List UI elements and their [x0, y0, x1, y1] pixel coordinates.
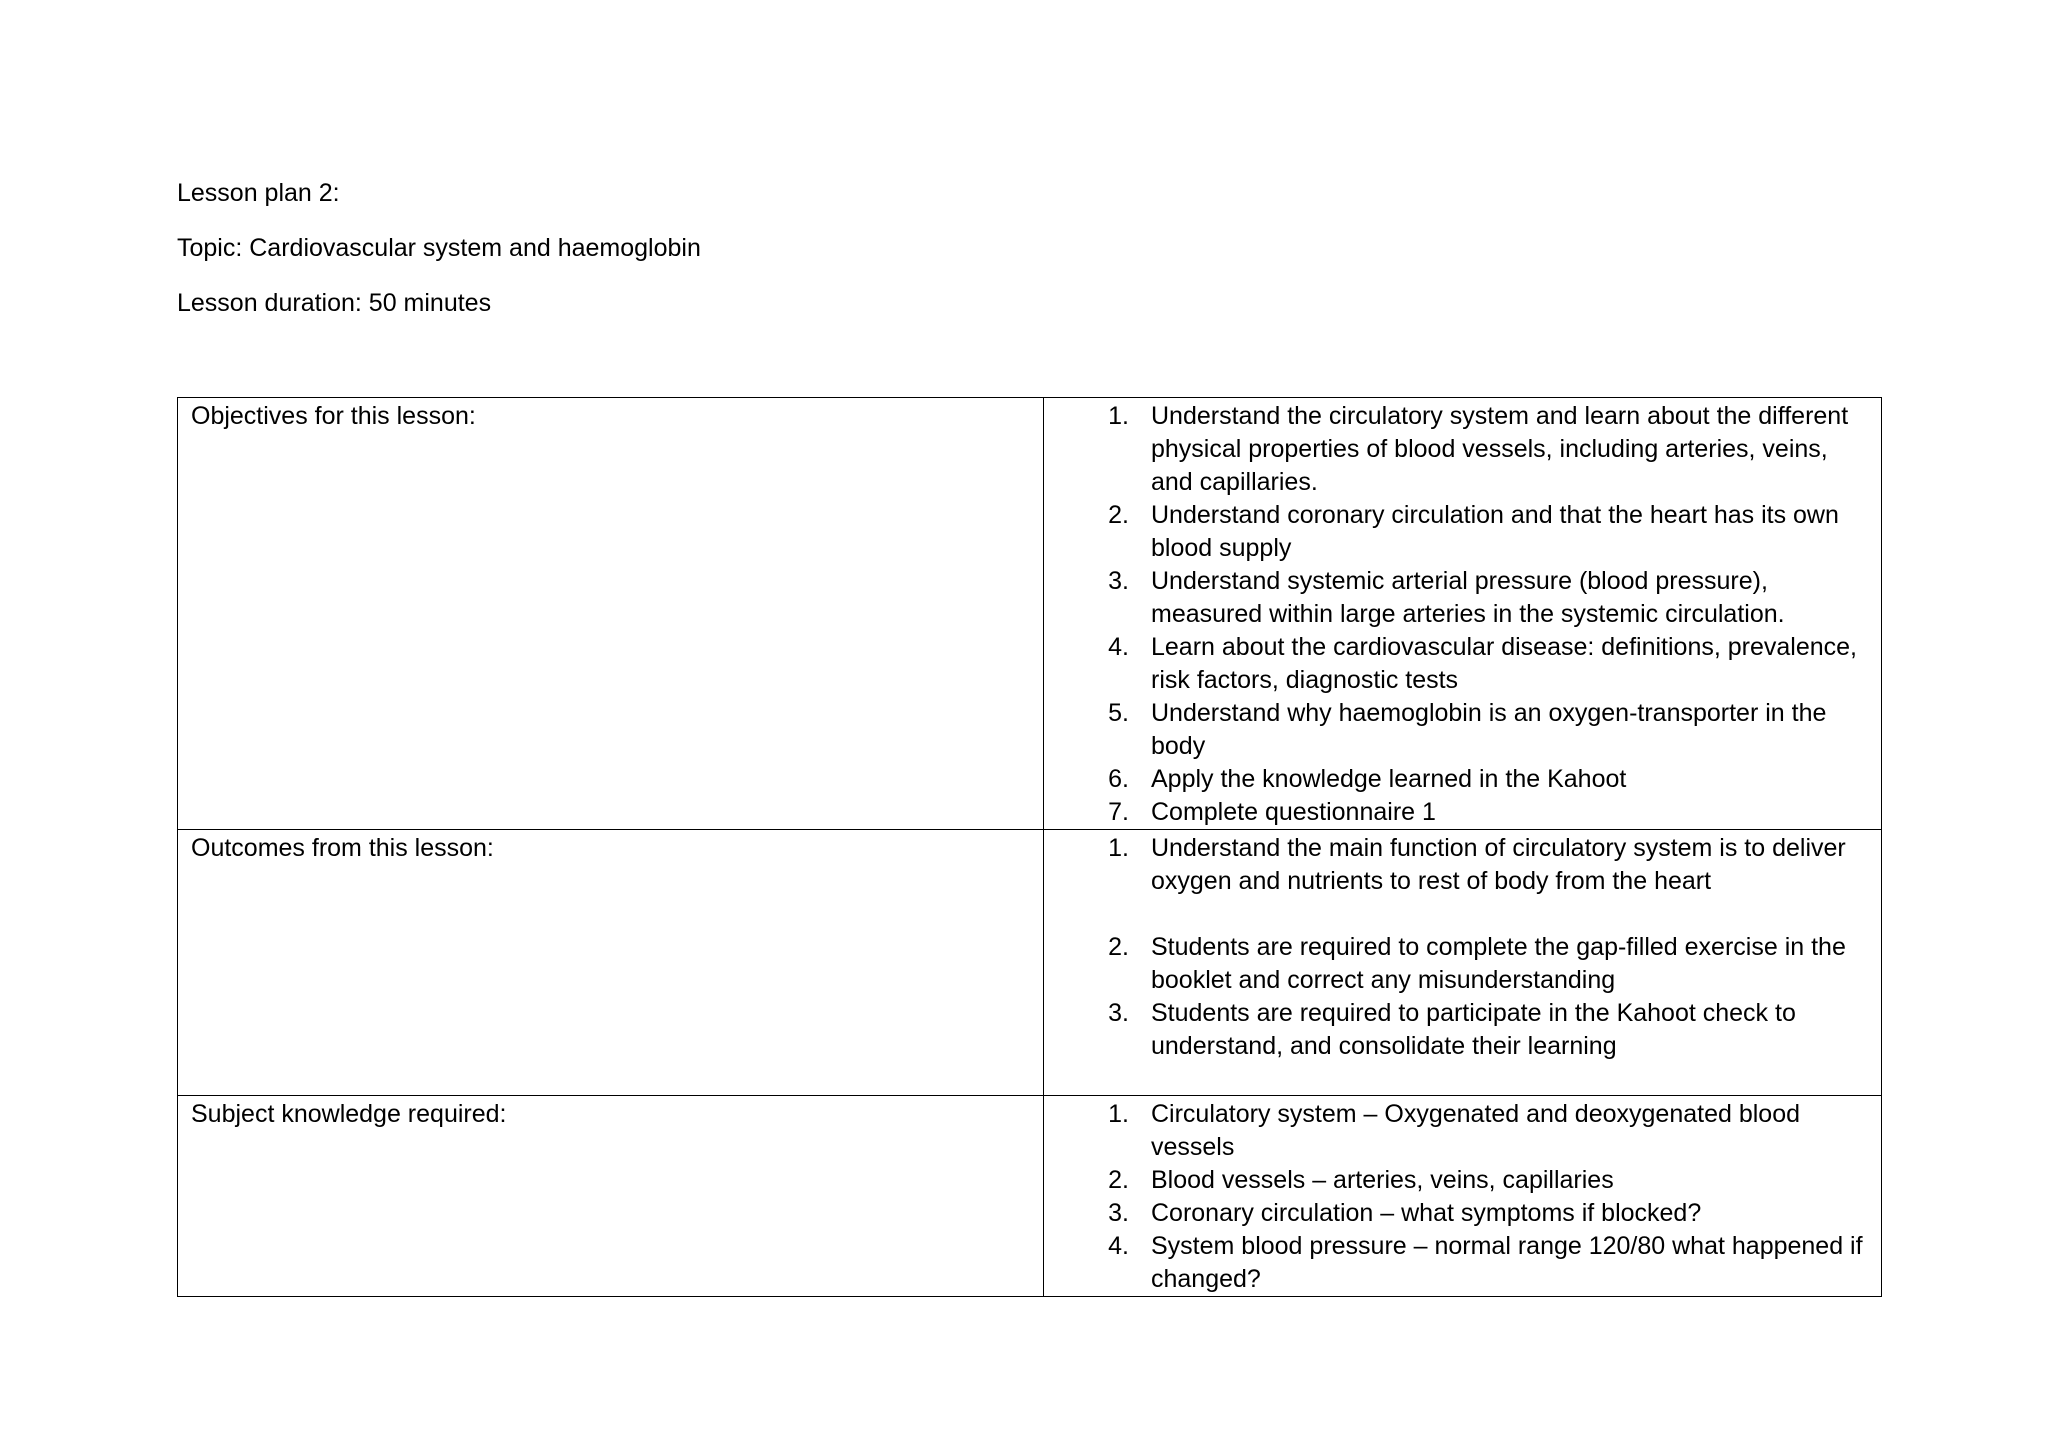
knowledge-label: Subject knowledge required: — [178, 1096, 1044, 1297]
item-text: Understand why haemoglobin is an oxygen-transporter in the body — [1151, 699, 1827, 760]
knowledge-row — [178, 1096, 1882, 1297]
item-number: 2. — [1108, 933, 1129, 961]
item-text: Understand systemic arterial pressure (blood pressure), measured within large arteries in the systemic circulation. — [1151, 567, 1785, 628]
item-text: Apply the knowledge learned in the Kahoot — [1151, 765, 1627, 793]
outcomes-row — [178, 830, 1882, 1096]
knowledge-cell — [1044, 1096, 1882, 1297]
list-item — [1044, 400, 1867, 499]
list-item — [1044, 931, 1867, 997]
list-item — [1044, 499, 1867, 565]
lesson-plan-table — [177, 397, 1882, 1297]
list-item — [1044, 832, 1867, 898]
list-item — [1044, 697, 1867, 763]
item-number: 1. — [1108, 1100, 1129, 1128]
item-number: 7. — [1108, 798, 1129, 826]
outcomes-label: Outcomes from this lesson: — [178, 830, 1044, 1096]
item-text: System blood pressure – normal range 120/80 what happened if changed? — [1151, 1232, 1863, 1293]
item-number: 1. — [1108, 402, 1129, 430]
lesson-duration: Lesson duration: 50 minutes — [177, 289, 492, 317]
item-number: 2. — [1108, 501, 1129, 529]
item-text: Students are required to complete the gap-filled exercise in the booklet and correct any misunderstanding — [1151, 933, 1846, 994]
item-text: Students are required to participate in the Kahoot check to understand, and consolidate their learning — [1151, 999, 1796, 1060]
outcomes-cell — [1044, 830, 1882, 1096]
knowledge-list — [1044, 1098, 1867, 1296]
item-number: 2. — [1108, 1166, 1129, 1194]
item-text: Understand the circulatory system and learn about the different physical properties of blood vessels, including arteries, veins, and capillaries. — [1151, 402, 1849, 496]
list-item — [1044, 1164, 1867, 1197]
item-number: 4. — [1108, 633, 1129, 661]
item-number: 3. — [1108, 567, 1129, 595]
list-item — [1044, 631, 1867, 697]
objectives-list — [1044, 400, 1867, 829]
list-item — [1044, 565, 1867, 631]
item-number: 6. — [1108, 765, 1129, 793]
lesson-plan-title: Lesson plan 2: — [177, 179, 340, 207]
item-text: Complete questionnaire 1 — [1151, 798, 1436, 826]
objectives-label: Objectives for this lesson: — [178, 398, 1044, 830]
lesson-topic: Topic: Cardiovascular system and haemoglobin — [177, 234, 701, 262]
list-item — [1044, 763, 1867, 796]
list-item — [1044, 1098, 1867, 1164]
list-item — [1044, 997, 1867, 1063]
objectives-row — [178, 398, 1882, 830]
item-text: Understand coronary circulation and that the heart has its own blood supply — [1151, 501, 1839, 562]
item-text: Blood vessels – arteries, veins, capillaries — [1151, 1166, 1614, 1194]
objectives-cell — [1044, 398, 1882, 830]
item-number: 5. — [1108, 699, 1129, 727]
item-number: 3. — [1108, 1199, 1129, 1227]
item-text: Coronary circulation – what symptoms if blocked? — [1151, 1199, 1702, 1227]
list-item — [1044, 796, 1867, 829]
item-text: Understand the main function of circulatory system is to deliver oxygen and nutrients to rest of body from the heart — [1151, 834, 1846, 895]
item-text: Circulatory system – Oxygenated and deoxygenated blood vessels — [1151, 1100, 1800, 1161]
list-item — [1044, 1197, 1867, 1230]
item-number: 3. — [1108, 999, 1129, 1027]
list-item — [1044, 1230, 1867, 1296]
item-text: Learn about the cardiovascular disease: definitions, prevalence, risk factors, diagnostic tests — [1151, 633, 1857, 694]
outcomes-list — [1044, 832, 1867, 1063]
item-number: 4. — [1108, 1232, 1129, 1260]
item-number: 1. — [1108, 834, 1129, 862]
